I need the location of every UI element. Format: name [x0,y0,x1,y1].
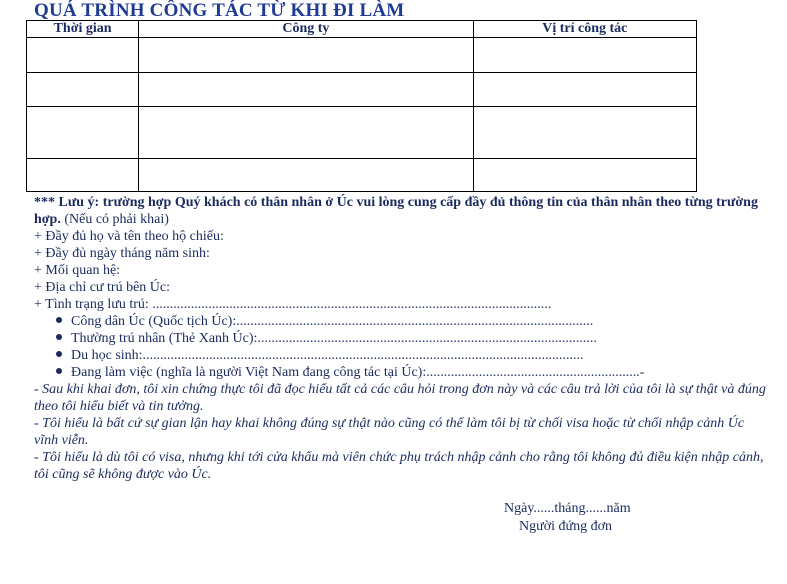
table-cell[interactable] [473,107,696,159]
signer-label: Người đứng đơn [519,519,612,534]
status-worker: Đang làm việc (nghĩa là người Việt Nam đang công tác tại Úc):.............................................................- [34,364,769,381]
table-cell[interactable] [139,107,473,159]
table-row [27,73,697,107]
signature-block [504,500,631,536]
header-position: Vị trí công tác [473,21,696,38]
status-permanent-resident: Thường trú nhân (Thẻ Xanh Úc):................................................................................................. [34,330,769,347]
section-title: QUÁ TRÌNH CÔNG TÁC TỪ KHI ĐI LÀM [34,0,405,21]
table-cell[interactable] [139,38,473,73]
table-row [27,38,697,73]
table-cell[interactable] [473,159,696,192]
date-line: Ngày......tháng......năm [504,501,631,516]
table-cell[interactable] [27,38,139,73]
note-paragraph [34,194,769,228]
field-birthdate: + Đầy đủ ngày tháng năm sinh: [34,246,210,261]
header-time: Thời gian [27,21,139,38]
table-cell[interactable] [27,107,139,159]
field-address: + Địa chỉ cư trú bên Úc: [34,280,170,295]
status-citizen: Công dân Úc (Quốc tịch Úc):...................................................................................................... [34,313,769,330]
status-student: Du học sinh:.............................................................................................................................. [34,347,769,364]
declaration-2: - Tôi hiểu là bất cứ sự gian lận hay khai không đúng sự thật nào cũng có thể làm tôi bị từ chối visa hoặc từ chối nhập cảnh Úc vĩnh viễn. [34,416,745,448]
field-fullname: + Đầy đủ họ và tên theo hộ chiếu: [34,229,224,244]
field-residence-status: + Tình trạng lưu trú: .................................................................................................................. [34,297,552,312]
note-bold: *** Lưu ý: trường hợp Quý khách có thân nhân ở Úc vui lòng cung cấp đầy đủ thông tin của thân nhân theo từng trường hợp. [34,195,758,227]
table-cell[interactable] [473,38,696,73]
declaration-1: - Sau khi khai đơn, tôi xin chứng thực tôi đã đọc hiểu tất cả các câu hỏi trong đơn này và các câu trả lời của tôi là sự thật và đúng theo tôi hiểu biết và tin tưởng. [34,382,766,414]
table-cell[interactable] [27,73,139,107]
table-header-row [27,21,697,38]
header-company: Công ty [139,21,473,38]
table-row [27,159,697,192]
table-row [27,107,697,159]
declaration-3: - Tôi hiểu là dù tôi có visa, nhưng khi tới cửa khẩu mà viên chức phụ trách nhập cảnh cho rằng tôi không đủ điều kiện nhập cảnh, tôi cũng sẽ không được vào Úc. [34,450,764,482]
field-relationship: + Mối quan hệ: [34,263,121,278]
table-cell[interactable] [139,159,473,192]
note-normal: (Nếu có phải khai) [60,212,169,227]
table-cell[interactable] [27,159,139,192]
relatives-notes [34,194,769,483]
table-cell[interactable] [473,73,696,107]
work-history-table [26,20,697,192]
table-cell[interactable] [139,73,473,107]
